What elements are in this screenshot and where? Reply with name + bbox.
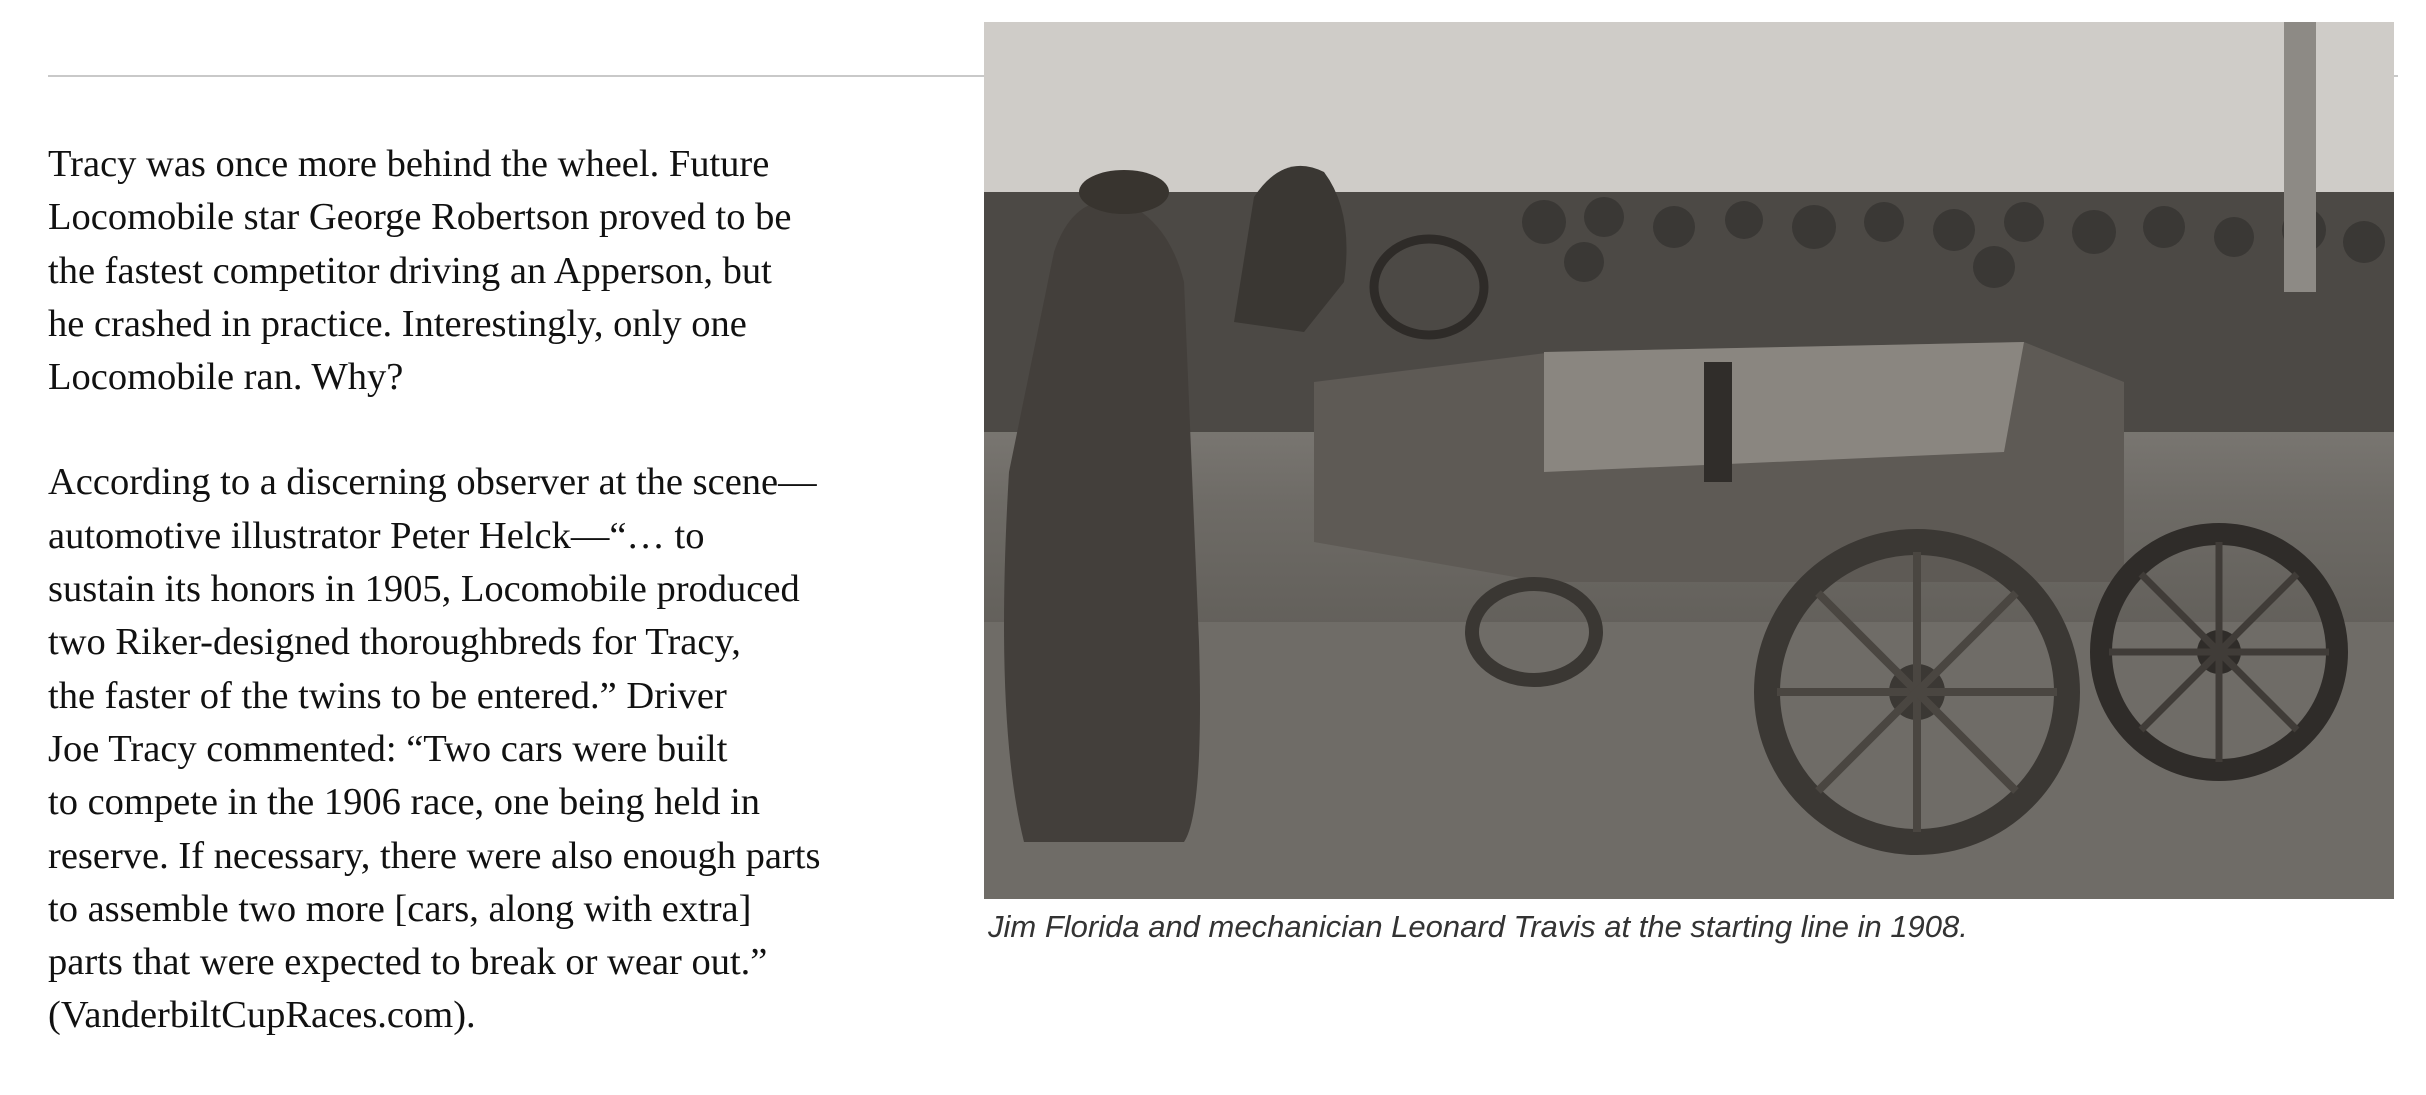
paragraph-1 — [48, 138, 988, 404]
photo-illustration — [984, 22, 2394, 899]
photo-sky — [984, 22, 2394, 212]
text-line: parts that were expected to break or wear out.” — [48, 941, 768, 984]
text-line: Tracy was once more behind the wheel. Future — [48, 143, 770, 185]
text-line: sustain its honors in 1905, Locomobile produced — [48, 568, 800, 611]
text-line: to compete in the 1906 race, one being held in — [48, 781, 761, 824]
text-line: the fastest competitor driving an Apperson, but — [48, 249, 772, 292]
article-text — [48, 138, 988, 1095]
photo-caption: Jim Florida and mechanician Leonard Travis at the starting line in 1908. — [988, 909, 1968, 944]
text-line: reserve. If necessary, there were also enough parts — [48, 834, 821, 877]
photo-front-wheel-spokes — [1777, 552, 2057, 832]
text-line: According to a discerning observer at the scene— — [48, 461, 817, 504]
photo-car-number-one — [1704, 362, 1732, 482]
text-line: Joe Tracy commented: “Two cars were built — [48, 727, 728, 770]
paragraph-2 — [48, 456, 988, 1042]
text-line: the faster of the twins to be entered.” Driver — [48, 674, 727, 717]
text-line: Locomobile star George Robertson proved to be — [48, 196, 792, 239]
photo-man-cap — [1079, 170, 1169, 214]
text-line: automotive illustrator Peter Helck—“… to — [48, 514, 705, 557]
photo-car-hood — [1544, 342, 2024, 472]
text-line: two Riker-designed thoroughbreds for Tracy, — [48, 621, 741, 664]
text-line: Locomobile ran. Why? — [48, 356, 404, 399]
text-line: he crashed in practice. Interestingly, only one — [48, 302, 747, 345]
text-line: to assemble two more [cars, along with extra] — [48, 887, 752, 930]
photo-rear-wheel-spokes — [2109, 542, 2329, 762]
photo-post — [2284, 22, 2316, 292]
historic-race-photo — [984, 22, 2394, 899]
text-line: (VanderbiltCupRaces.com). — [48, 994, 476, 1037]
